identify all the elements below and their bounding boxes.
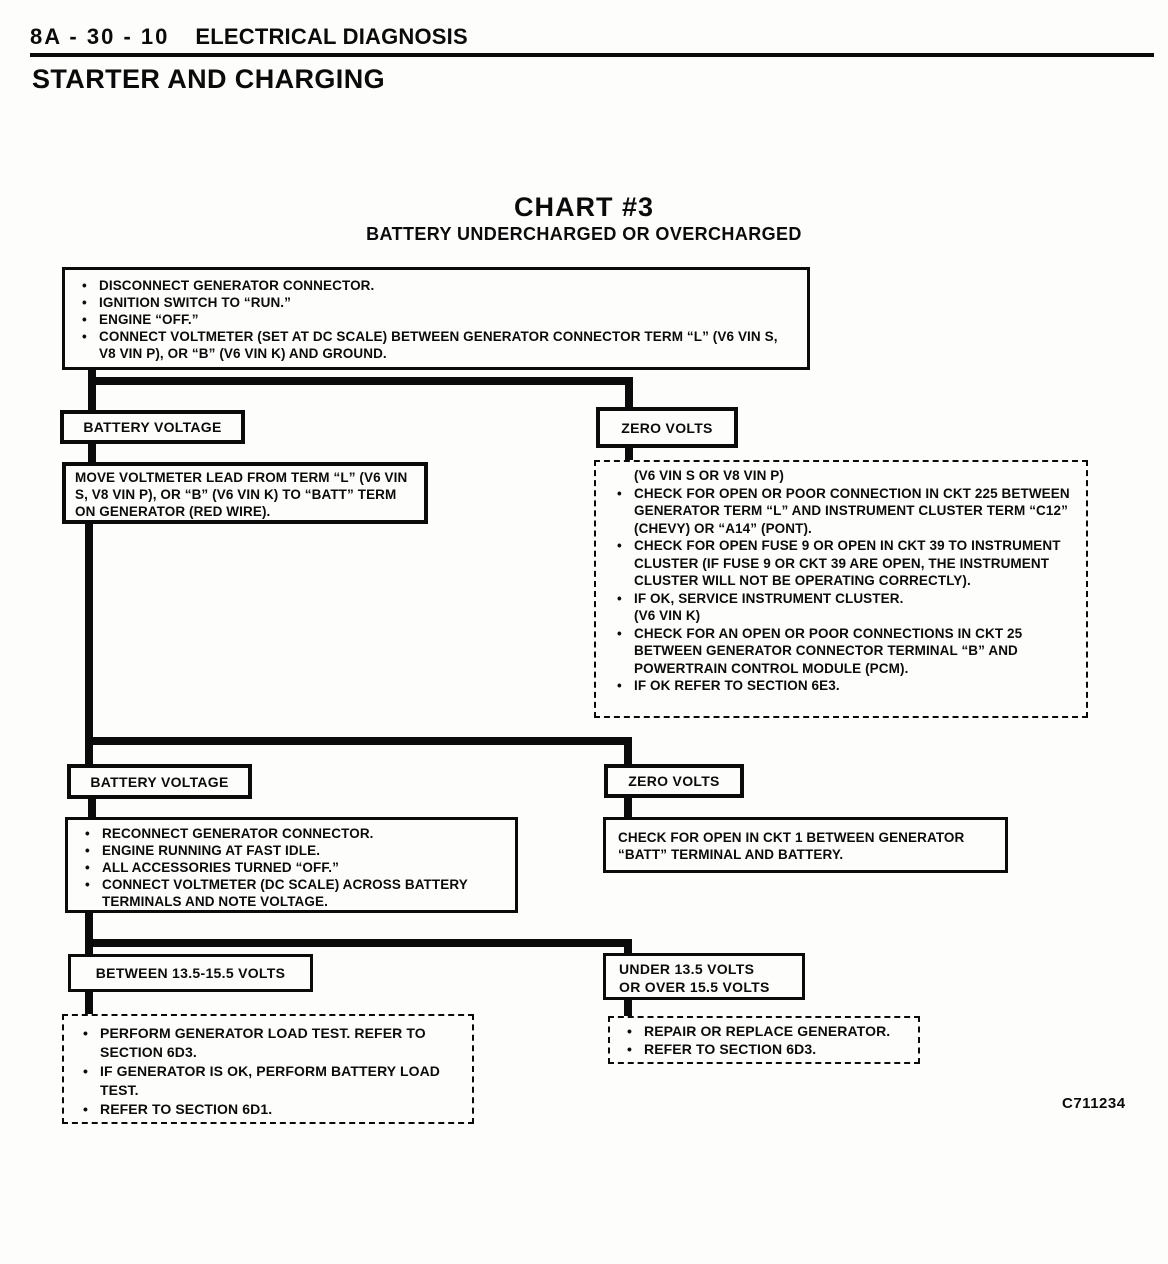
action-move-voltmeter-box: MOVE VOLTMETER LEAD FROM TERM “L” (V6 VIN S, V8 VIN P), OR “B” (V6 VIN K) TO “BATT” TERM ON GENERATOR (RED WIRE). — [62, 462, 428, 524]
result-under-over-volts — [603, 953, 805, 1000]
header-rule — [30, 53, 1154, 57]
page-title: STARTER AND CHARGING — [32, 64, 385, 94]
diagnosis-step: • CHECK FOR OPEN FUSE 9 OR OPEN IN CKT 39 TO INSTRUMENT CLUSTER (IF FUSE 9 OR CKT 39 ARE OPEN, THE INSTRUMENT CLUSTER WILL NOT BE OPERATING CORRECTLY). — [610, 537, 1072, 590]
setup-instruction: • ENGINE “OFF.” — [75, 311, 797, 328]
result-zero-volts-2: ZERO VOLTS — [604, 764, 744, 798]
action-step: • REFER TO SECTION 6D3. — [620, 1041, 908, 1059]
section-name: ELECTRICAL DIAGNOSIS — [195, 24, 468, 49]
diagnosis-step: • CHECK FOR OPEN OR POOR CONNECTION IN CKT 225 BETWEEN GENERATOR TERM “L” AND INSTRUMENT CLUSTER TERM “C12” (CHEVY) OR “A14” (PONT). — [610, 485, 1072, 538]
flow-connector — [624, 939, 632, 953]
flow-connector — [85, 524, 93, 764]
setup-instruction: • DISCONNECT GENERATOR CONNECTOR. — [75, 277, 797, 294]
flow-connector — [88, 370, 96, 410]
diagnosis-step: • IF OK REFER TO SECTION 6E3. — [610, 677, 1072, 695]
action-step: • REFER TO SECTION 6D1. — [76, 1100, 460, 1119]
flow-connector — [624, 737, 632, 764]
diagnosis-step: • CHECK FOR AN OPEN OR POOR CONNECTIONS IN CKT 25 BETWEEN GENERATOR CONNECTOR TERMINAL “B” AND POWERTRAIN CONTROL MODULE (PCM). — [610, 625, 1072, 678]
flow-connector — [85, 939, 632, 947]
result-zero-volts-1: ZERO VOLTS — [596, 407, 738, 448]
action-check-ckt1-box: CHECK FOR OPEN IN CKT 1 BETWEEN GENERATOR “BATT” TERMINAL AND BATTERY. — [603, 817, 1008, 873]
result-line: OR OVER 15.5 VOLTS — [619, 979, 770, 995]
result-battery-voltage-2: BATTERY VOLTAGE — [67, 764, 252, 799]
action-step: • RECONNECT GENERATOR CONNECTOR. — [78, 825, 505, 842]
flow-connector — [624, 798, 632, 817]
flow-connector — [85, 737, 632, 745]
chart-title: CHART #3 — [513, 192, 655, 222]
action-repair-generator-box — [608, 1016, 920, 1064]
flow-setup-box — [62, 267, 810, 370]
result-line: UNDER 13.5 VOLTS — [619, 961, 755, 977]
action-step: • ENGINE RUNNING AT FAST IDLE. — [78, 842, 505, 859]
action-step: • ALL ACCESSORIES TURNED “OFF.” — [78, 859, 505, 876]
flow-connector — [625, 377, 633, 407]
page-header — [30, 24, 468, 50]
flow-connector — [88, 799, 96, 817]
note-line: (V6 VIN S OR V8 VIN P) — [634, 468, 784, 483]
note-line: (V6 VIN K) — [634, 608, 701, 623]
action-step: • PERFORM GENERATOR LOAD TEST. REFER TO SECTION 6D3. — [76, 1024, 460, 1062]
flow-connector — [85, 913, 93, 954]
section-code: 8A - 30 - 10 — [30, 24, 170, 49]
flow-connector — [85, 992, 93, 1014]
action-zero-volts-diagnosis-box — [594, 460, 1088, 718]
diagnosis-step: • IF OK, SERVICE INSTRUMENT CLUSTER. — [610, 590, 1072, 608]
action-step: • IF GENERATOR IS OK, PERFORM BATTERY LOAD TEST. — [76, 1062, 460, 1100]
result-battery-voltage-1: BATTERY VOLTAGE — [60, 410, 245, 444]
action-step: • CONNECT VOLTMETER (DC SCALE) ACROSS BATTERY TERMINALS AND NOTE VOLTAGE. — [78, 876, 505, 910]
flow-connector — [88, 444, 96, 462]
flow-connector — [88, 377, 633, 385]
setup-instruction: • CONNECT VOLTMETER (SET AT DC SCALE) BETWEEN GENERATOR CONNECTOR TERM “L” (V6 VIN S, V8 VIN P), OR “B” (V6 VIN K) AND GROUND. — [75, 328, 797, 362]
action-generator-load-test-box — [62, 1014, 474, 1124]
action-reconnect-box — [65, 817, 518, 913]
figure-code: C711234 — [1062, 1095, 1126, 1112]
setup-instruction: • IGNITION SWITCH TO “RUN.” — [75, 294, 797, 311]
chart-subtitle: BATTERY UNDERCHARGED OR OVERCHARGED — [366, 224, 802, 244]
action-step: • REPAIR OR REPLACE GENERATOR. — [620, 1023, 908, 1041]
result-between-volts: BETWEEN 13.5-15.5 VOLTS — [68, 954, 313, 992]
flow-connector — [624, 1000, 632, 1016]
